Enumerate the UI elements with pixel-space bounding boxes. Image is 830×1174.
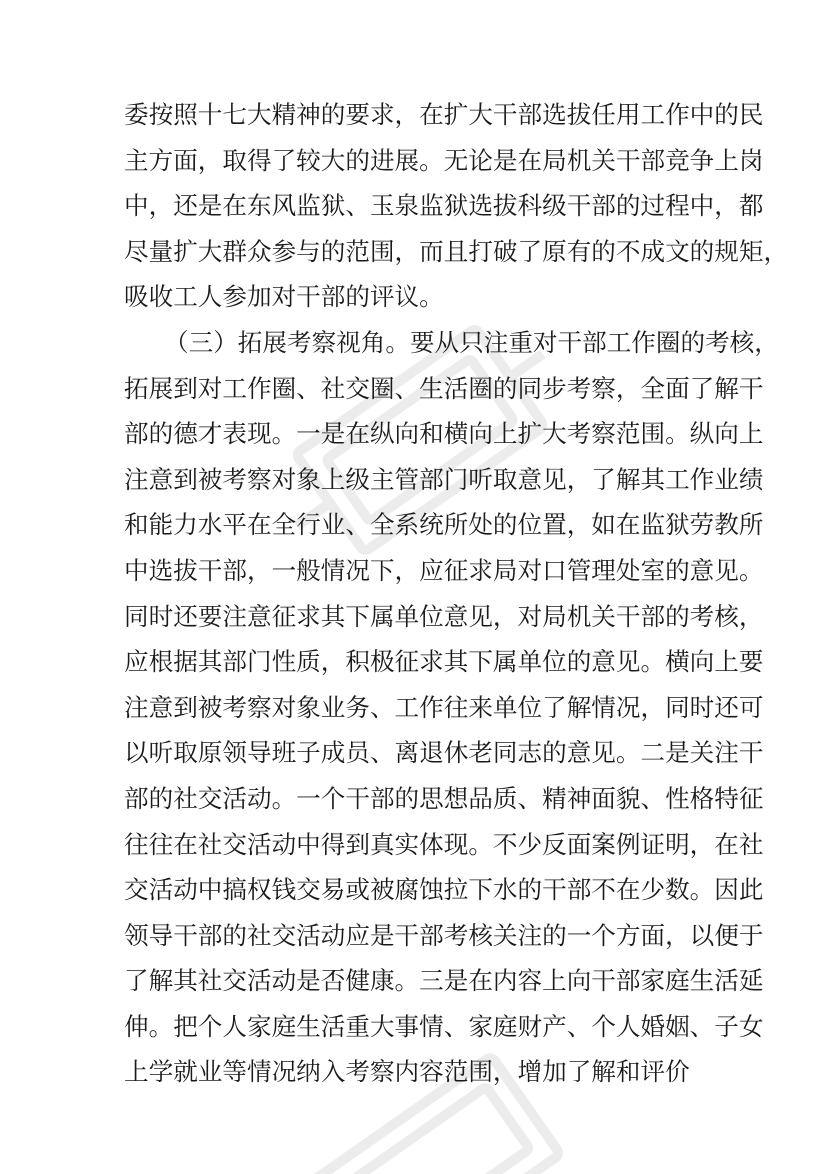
text-line: 了解其社交活动是否健康。三是在内容上向干部家庭生活延 — [124, 966, 764, 996]
text-line: 吸收工人参加对干部的评议。 — [124, 282, 444, 312]
text-line: 拓展到对工作圈、社交圈、生活圈的同步考察，全面了解干 — [124, 373, 764, 403]
text-line: 尽量扩大群众参与的范围，而且打破了原有的不成文的规矩， — [124, 236, 789, 266]
text-line: 和能力水平在全行业、全系统所处的位置，如在监狱劳教所 — [124, 510, 764, 540]
text-line: 往往在社交活动中得到真实体现。不少反面案例证明，在社 — [124, 829, 764, 859]
text-line: 上学就业等情况纳入考察内容范围，增加了解和评价 — [124, 1057, 690, 1087]
text-line: 中，还是在东风监狱、玉泉监狱选拔科级干部的过程中，都 — [124, 191, 764, 221]
text-line: 应根据其部门性质，积极征求其下属单位的意见。横向上要 — [124, 647, 764, 677]
text-line: 主方面，取得了较大的进展。无论是在局机关干部竞争上岗 — [124, 145, 764, 175]
text-line: 伸。把个人家庭生活重大事情、家庭财产、个人婚姻、子女 — [124, 1011, 764, 1041]
text-line: 以听取原领导班子成员、离退休老同志的意见。二是关注干 — [124, 738, 764, 768]
text-line: 领导干部的社交活动应是干部考核关注的一个方面，以便于 — [124, 920, 764, 950]
text-line: 注意到被考察对象上级主管部门听取意见，了解其工作业绩 — [124, 464, 764, 494]
text-line: 委按照十七大精神的要求，在扩大干部选拔任用工作中的民 — [124, 100, 764, 129]
text-line: 部的社交活动。一个干部的思想品质、精神面貌、性格特征 — [124, 783, 764, 813]
text-line: 部的德才表现。一是在纵向和横向上扩大考察范围。纵向上 — [124, 419, 764, 449]
text-line: 同时还要注意征求其下属单位意见，对局机关干部的考核， — [124, 601, 764, 631]
body-text — [124, 92, 789, 1095]
text-line: 注意到被考察对象业务、工作往来单位了解情况，同时还可 — [124, 692, 764, 722]
text-line: 交活动中搞权钱交易或被腐蚀拉下水的干部不在少数。因此 — [124, 875, 764, 905]
text-line: （三）拓展考察视角。要从只注重对干部工作圈的考核， — [164, 327, 779, 357]
paragraph-1 — [124, 92, 789, 320]
text-line: 中选拔干部，一般情况下，应征求局对口管理处室的意见。 — [124, 555, 764, 585]
paragraph-2 — [124, 320, 779, 1095]
